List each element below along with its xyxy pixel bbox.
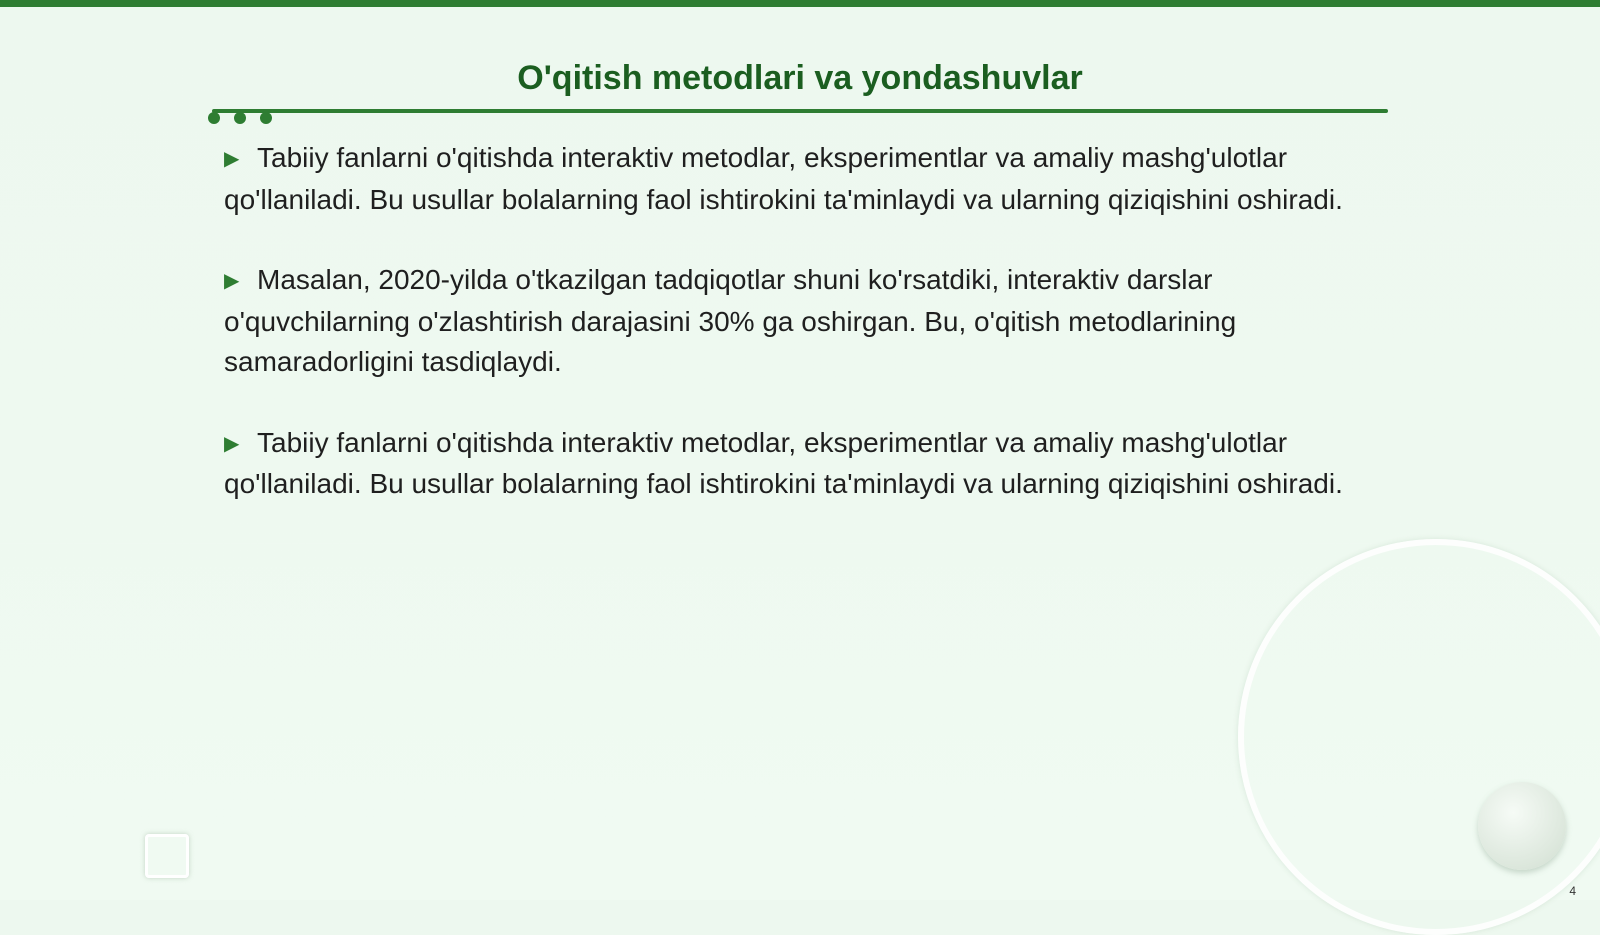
top-accent-bar (0, 0, 1600, 7)
page-number: 4 (1569, 884, 1576, 898)
bullet-list (224, 138, 1354, 545)
decorative-ball (1478, 782, 1566, 870)
bullet-item (224, 138, 1354, 220)
decorative-dot (260, 112, 272, 124)
bullet-arrow-icon: ▶ (224, 148, 240, 170)
bullet-arrow-icon: ▶ (224, 270, 240, 292)
bullet-text: Tabiiy fanlarni o'qitishda interaktiv metodlar, eksperimentlar va amaliy mashg'ulotlar qo'llaniladi. Bu usullar bolalarning faol ishtirokini ta'minlaydi va ularning qiziqishini oshiradi. (224, 426, 1343, 499)
bullet-text: Masalan, 2020-yilda o'tkazilgan tadqiqotlar shuni ko'rsatdiki, interaktiv darslar o'quvchilarning o'zlashtirish darajasini 30% ga oshirgan. Bu, o'qitish metodlarining samaradorligini tasdiqlaydi. (224, 264, 1237, 377)
slide-title: O'qitish metodlari va yondashuvlar (517, 59, 1083, 97)
decorative-square (145, 834, 189, 878)
decorative-dot (234, 112, 246, 124)
decorative-dot (208, 112, 220, 124)
bullet-text: Tabiiy fanlarni o'qitishda interaktiv metodlar, eksperimentlar va amaliy mashg'ulotlar qo'llaniladi. Bu usullar bolalarning faol ishtirokini ta'minlaydi va ularning qiziqishini oshiradi. (224, 142, 1343, 215)
decorative-ring (1238, 539, 1600, 935)
bullet-arrow-icon: ▶ (224, 432, 240, 455)
title-underline (212, 109, 1388, 113)
bullet-item (224, 423, 1354, 505)
bullet-item (224, 260, 1354, 383)
